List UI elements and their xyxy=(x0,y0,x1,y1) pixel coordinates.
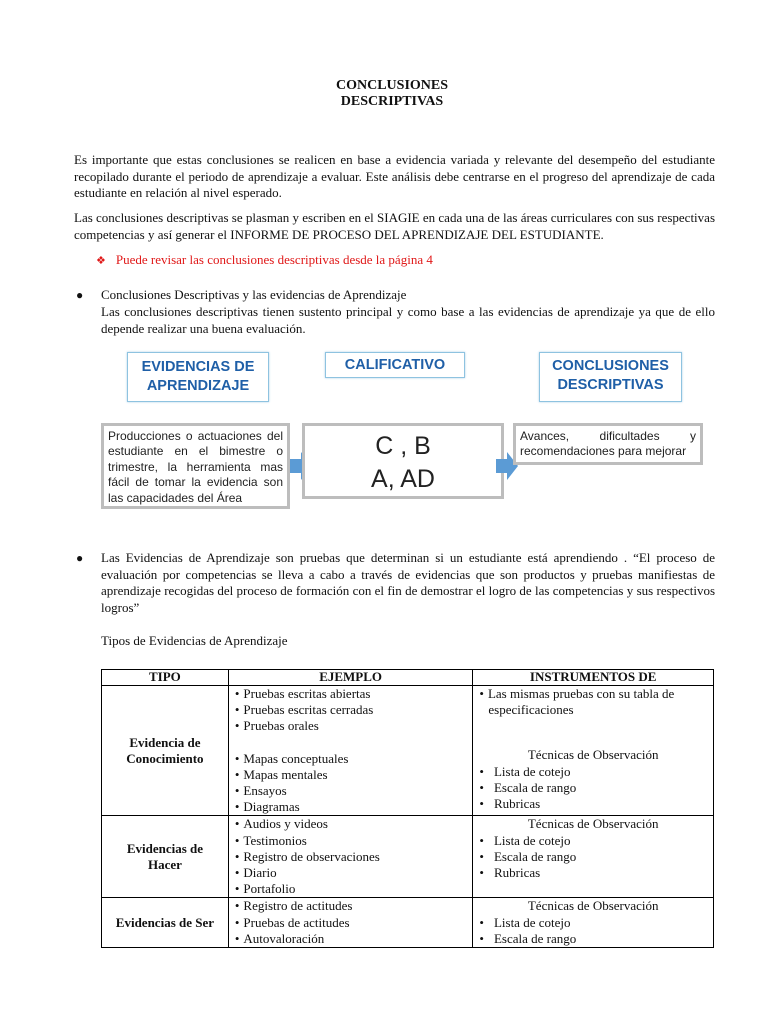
list-item: • Mapas conceptuales xyxy=(235,751,473,767)
table-row xyxy=(102,816,714,898)
list-item: • Rubricas xyxy=(479,796,713,812)
list-item: • Diagramas xyxy=(235,799,473,815)
list-item: • Escala de rango xyxy=(479,849,713,865)
list-item: • Escala de rango xyxy=(479,931,713,947)
tipo-line-1: Evidencias de xyxy=(126,840,204,856)
tipo-line-2: Hacer xyxy=(147,856,182,872)
list-item: • Diario xyxy=(235,865,473,881)
instrument-intro: • Las mismas pruebas con su tabla de especificaciones xyxy=(473,686,713,718)
list-item: • Lista de cotejo xyxy=(479,764,713,780)
bullet-icon: ● xyxy=(76,288,84,302)
tipo-line-2: Conocimiento xyxy=(126,750,204,766)
title-line-2: DESCRIPTIVAS xyxy=(340,94,444,109)
list-item: • Rubricas xyxy=(479,865,713,881)
grades-line-2: A, AD xyxy=(371,465,435,493)
list-item: • Escala de rango xyxy=(479,780,713,796)
evidencias-desc-line-5: las capacidades del Área xyxy=(108,490,243,505)
list-item: • Portafolio xyxy=(235,881,473,897)
list-item: • Audios y videos xyxy=(235,816,473,832)
table-row xyxy=(102,686,714,816)
bullet-icon: ● xyxy=(76,551,84,565)
evidencias-header-line-2: APRENDIZAJE xyxy=(146,378,250,394)
ejemplo-cell xyxy=(228,686,473,816)
ejemplo-cell xyxy=(228,898,473,948)
evidencias-header-line-1: EVIDENCIAS DE xyxy=(141,359,255,375)
instrument-intro-line-2: especificaciones xyxy=(488,702,574,718)
title-line-1: CONCLUSIONES xyxy=(335,78,449,93)
list-item: • Mapas mentales xyxy=(235,767,473,783)
list-item: • Pruebas orales xyxy=(235,718,473,734)
calificativo-header-box xyxy=(325,352,465,378)
conclusiones-desc-line-2: recomendaciones para mejorar xyxy=(520,444,687,459)
technique-heading: Técnicas de Observación xyxy=(527,747,659,763)
bullet-1-heading: Conclusiones Descriptivas y las evidencias de Aprendizaje xyxy=(101,287,407,302)
list-item: • Lista de cotejo xyxy=(479,915,713,931)
column-header-instrumentos: INSTRUMENTOS DE xyxy=(473,670,714,686)
conclusiones-header-line-2: DESCRIPTIVAS xyxy=(557,377,664,393)
list-item: • Testimonios xyxy=(235,833,473,849)
page-reference-note xyxy=(96,252,433,268)
instrumentos-cell xyxy=(473,816,714,898)
grades-line-1: C , B xyxy=(375,432,431,460)
evidencias-desc-line-3: trimestre, la herramienta mas xyxy=(108,459,283,474)
note-text: Puede revisar las conclusiones descriptivas desde la página 4 xyxy=(115,252,433,267)
list-item: • Registro de actitudes xyxy=(235,898,473,914)
tipo-cell xyxy=(102,686,229,816)
evidence-types-heading: Tipos de Evidencias de Aprendizaje xyxy=(101,633,288,648)
tipo-cell xyxy=(102,816,229,898)
conclusiones-header-box xyxy=(539,352,682,402)
instrumentos-cell xyxy=(473,898,714,948)
technique-heading: Técnicas de Observación xyxy=(527,816,659,832)
table-header-row xyxy=(102,670,714,686)
evidencias-desc-line-4: fácil de tomar la evidencia son xyxy=(108,475,283,490)
ejemplo-cell xyxy=(228,816,473,898)
conclusiones-desc-line-1: Avances, dificultades y xyxy=(520,429,696,443)
diamond-bullet-icon: ❖ xyxy=(96,255,106,267)
calificativo-header-text: CALIFICATIVO xyxy=(344,357,446,373)
intro-paragraph-2: Las conclusiones descriptivas se plasman y escriben en el SIAGIE en cada una de las áreas curriculares con sus respectivas competencias y así generar el INFORME DE PROCESO DEL APRENDIZAJE DEL ESTUDIANTE. xyxy=(74,210,715,242)
list-item: • Pruebas escritas cerradas xyxy=(235,702,473,718)
conclusiones-description-box xyxy=(513,423,703,465)
list-item: • Lista de cotejo xyxy=(479,833,713,849)
list-item: • Pruebas escritas abiertas xyxy=(235,686,473,702)
grades-box xyxy=(302,423,504,499)
document-title xyxy=(0,78,768,110)
evidence-types-table xyxy=(101,669,714,948)
bullet-1-body: Las conclusiones descriptivas tienen sustento principal y como base a las evidencias de aprendizaje ya que de ello depende realizar una buena evaluación. xyxy=(101,304,715,336)
evidencias-header-box xyxy=(127,352,269,402)
table-row xyxy=(102,898,714,948)
instrument-intro-line-1: Las mismas pruebas con su tabla de xyxy=(487,686,675,701)
column-header-tipo: TIPO xyxy=(102,670,229,686)
list-item: • Autovaloración xyxy=(235,931,473,947)
tipo-cell: Evidencias de Ser xyxy=(102,898,229,948)
evidencias-desc-line-1: Producciones o actuaciones del xyxy=(108,429,283,443)
conclusiones-header-line-1: CONCLUSIONES xyxy=(552,358,669,374)
technique-heading: Técnicas de Observación xyxy=(527,898,659,914)
instrumentos-cell xyxy=(473,686,714,816)
bullet-2-body: Las Evidencias de Aprendizaje son pruebas que determinan si un estudiante está aprendiendo . “El proceso de evaluación por competencias se lleva a cabo a través de evidencias que son productos y pruebas manifiestas de aprendizaje recogidas del proceso de formación con el fin de demostrar el logro de las competencias y sus respectivos logros” xyxy=(101,550,715,615)
evidencias-description-box xyxy=(101,423,290,509)
column-header-ejemplo: EJEMPLO xyxy=(228,670,473,686)
list-item: • Ensayos xyxy=(235,783,473,799)
intro-paragraph-1: Es importante que estas conclusiones se realicen en base a evidencia variada y relevante del desempeño del estudiante recopilado durante el periodo de aprendizaje a evaluar. Este análisis debe centrarse en el progreso del aprendizaje de cada estudiante en relación al nivel esperado. xyxy=(74,152,715,200)
list-item: • Registro de observaciones xyxy=(235,849,473,865)
tipo-line-1: Evidencia de xyxy=(129,734,201,750)
list-item: • Pruebas de actitudes xyxy=(235,915,473,931)
evidencias-desc-line-2: estudiante en el bimestre o xyxy=(108,444,283,459)
